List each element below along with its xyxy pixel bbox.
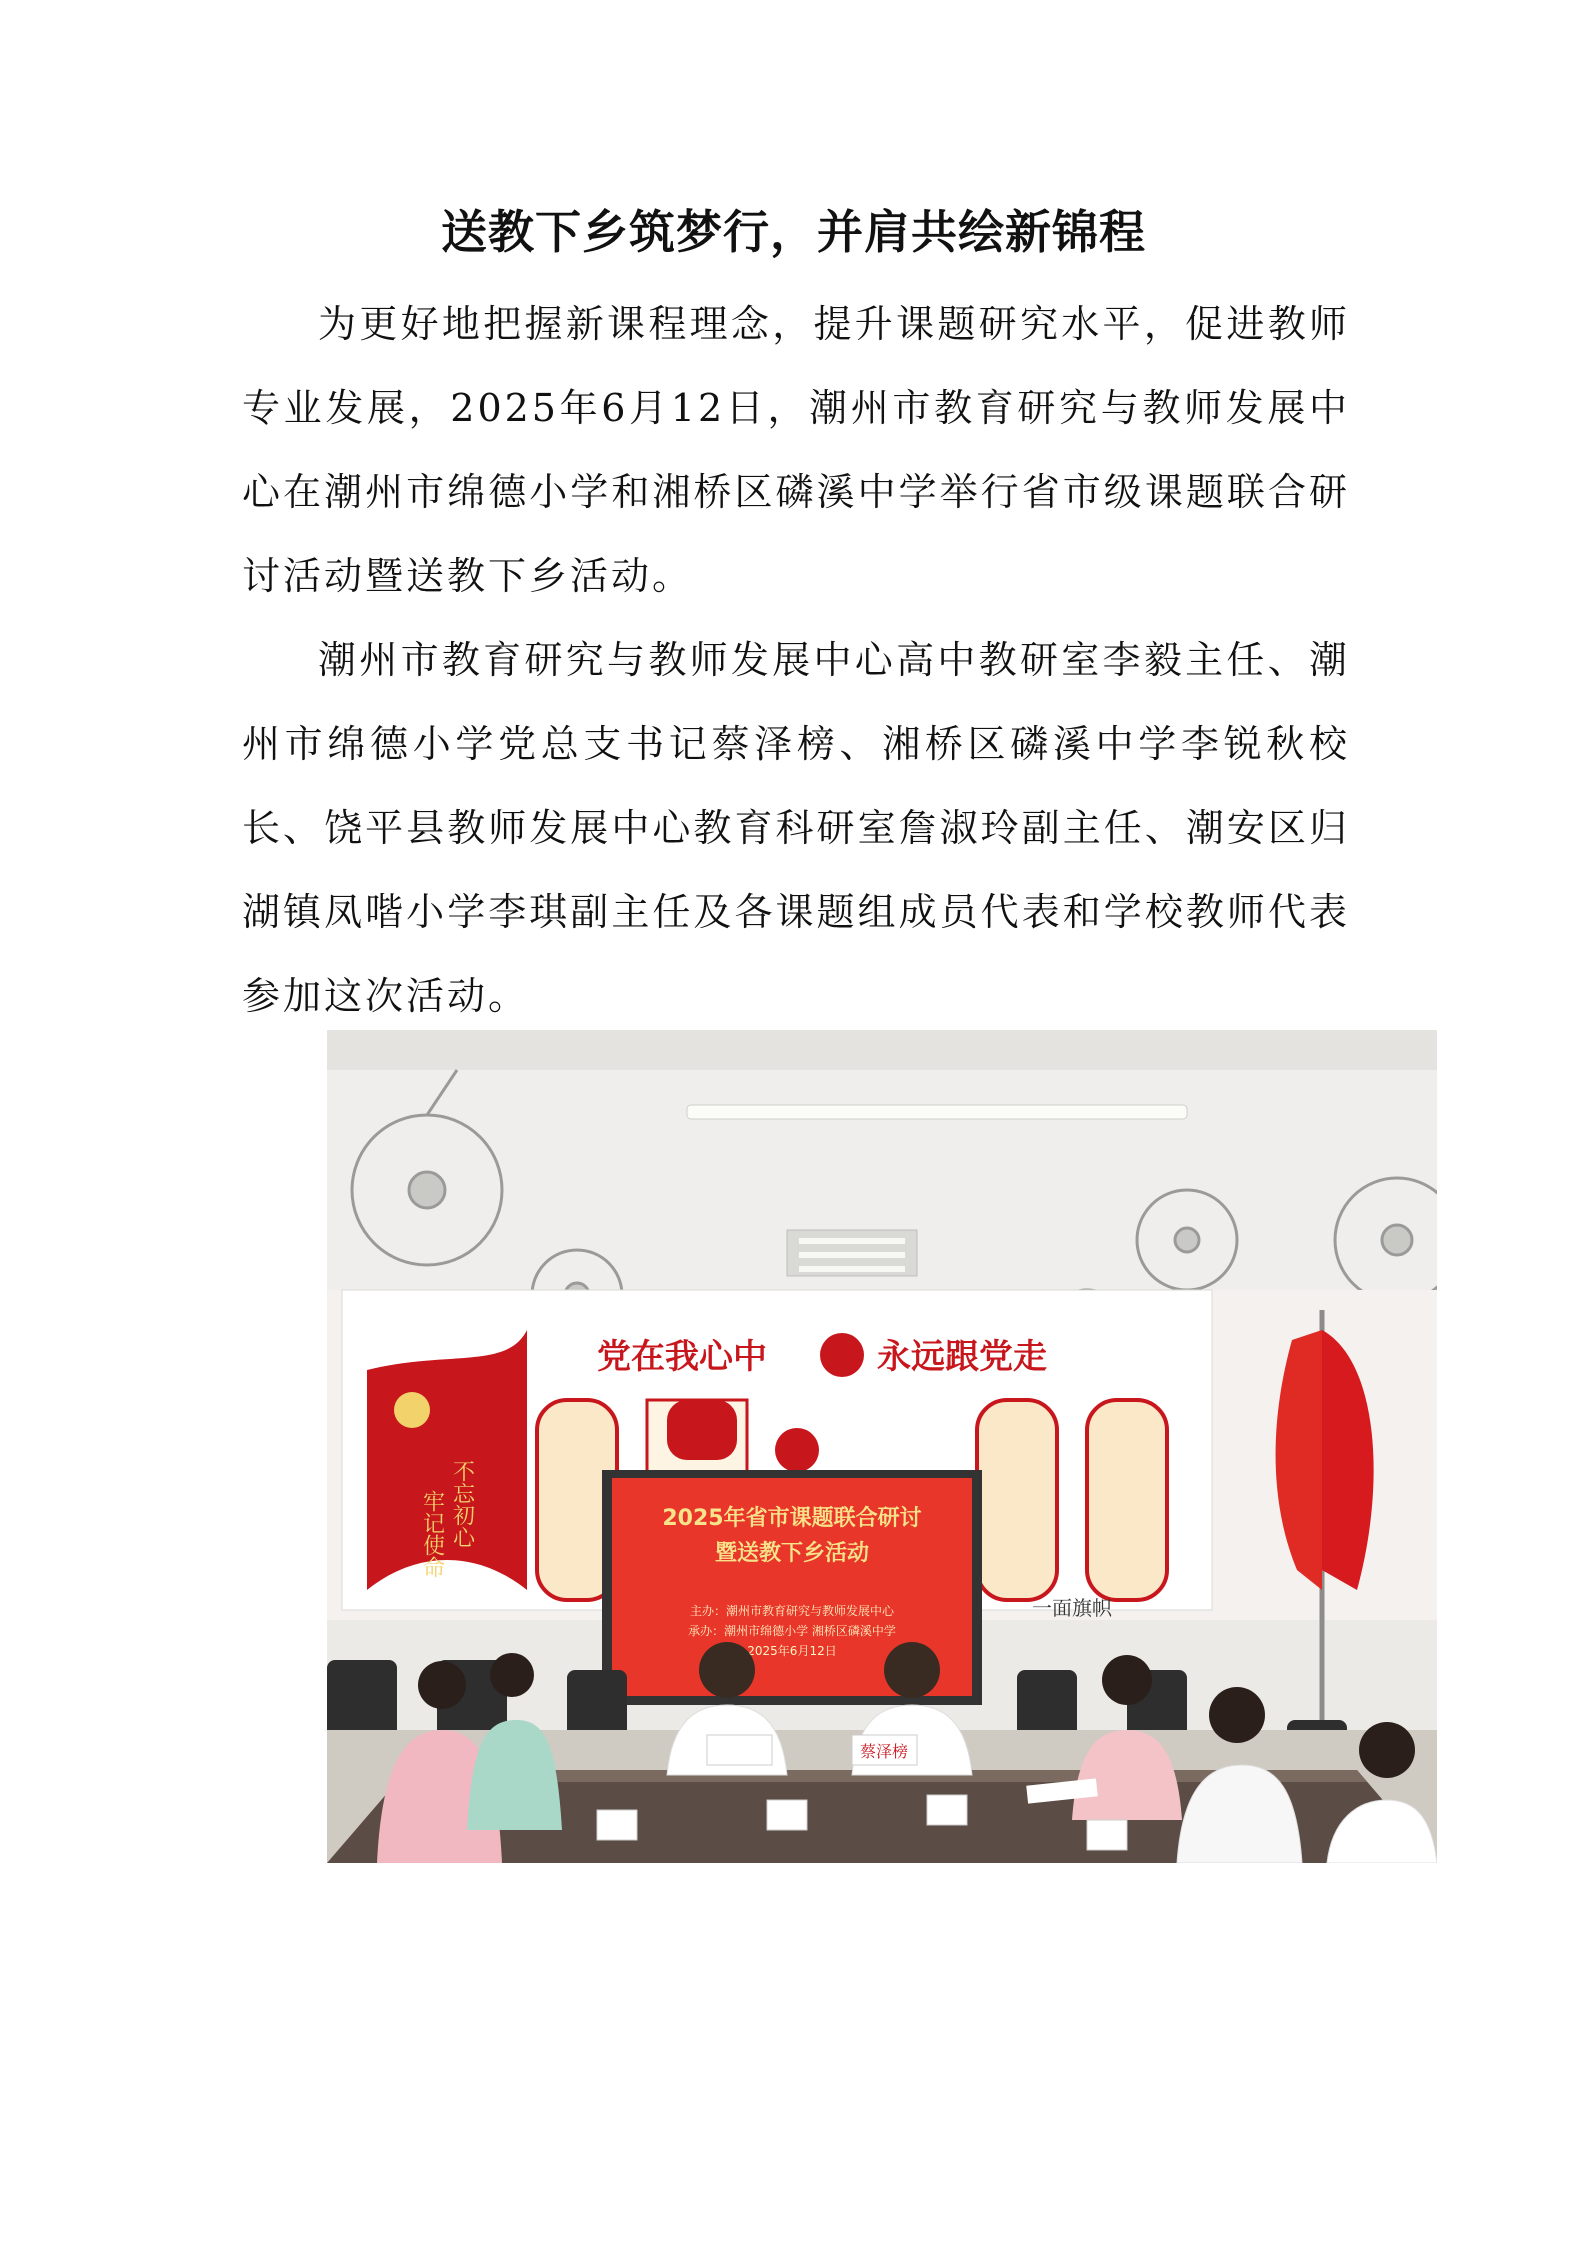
party-emblem-icon (775, 1428, 819, 1472)
screen-host: 主办：潮州市教育研究与教师发展中心 (689, 1604, 895, 1618)
nameplate: 蔡泽榜 (859, 1742, 909, 1761)
screen-date: 2025年6月12日 (747, 1644, 837, 1658)
wall-slogan-right: 永远跟党走 (877, 1337, 1047, 1377)
event-photo (327, 1030, 1437, 1863)
party-emblem-icon (820, 1333, 864, 1377)
page-title: 送教下乡筑梦行，并肩共绘新锦程 (441, 205, 1146, 259)
paragraph-intro: 为更好地把握新课程理念，提升课题研究水平，促进教师专业发展，2025年6月12日，潮州市教育研究与教师发展中心在潮州市绵德小学和湘桥区磷溪中学举行省市级课题联合研讨活动暨送教下乡活动。 (242, 302, 1350, 598)
party-emblem-icon (394, 1392, 430, 1428)
vertical-slogan-1: 不忘初心 (449, 1460, 475, 1548)
paragraph-attendees: 潮州市教育研究与教师发展中心高中教研室李毅主任、潮州市绵德小学党总支书记蔡泽榜、湘桥区磷溪中学李锐秋校长、饶平县教师发展中心教育科研室詹淑玲副主任、潮安区归湖镇凤喈小学李琪副主任及各课题组成员代表和学校教师代表参加这次活动。 (242, 638, 1350, 1018)
screen-organizer: 承办：潮州市绵德小学 湘桥区磷溪中学 (688, 1624, 896, 1638)
wall-slogan-left: 党在我心中 (597, 1337, 767, 1377)
screen-title: 2025年省市课题联合研讨 (662, 1506, 922, 1531)
vertical-slogan-2: 牢记使命 (419, 1490, 445, 1578)
screen-subtitle: 暨送教下乡活动 (714, 1541, 870, 1566)
flag-caption: 一面旗帜 (1032, 1596, 1112, 1620)
